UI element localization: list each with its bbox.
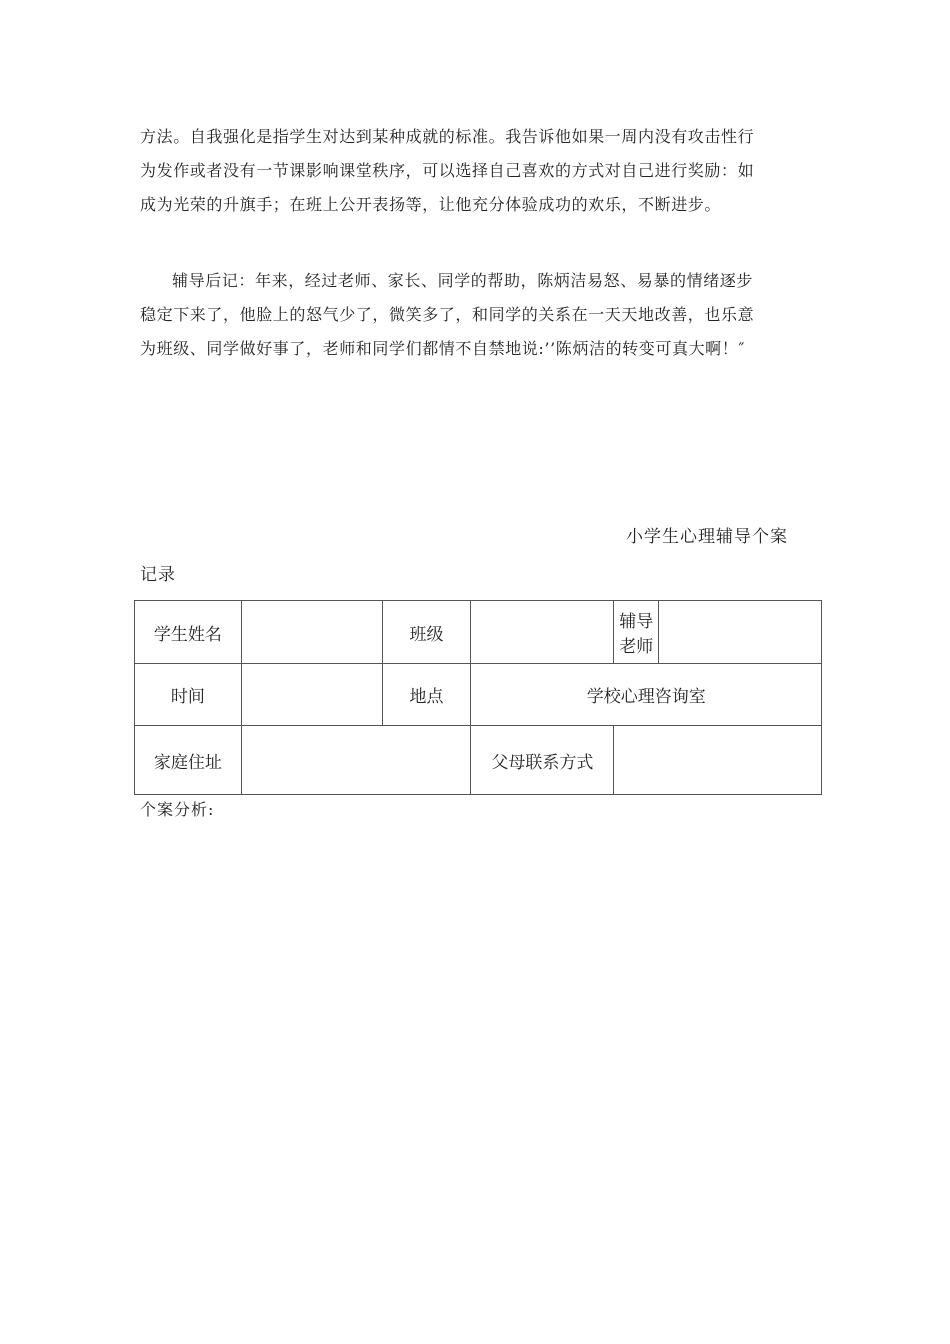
time-label: 时间 [135,664,242,726]
class-cell[interactable] [471,601,614,664]
counselor-label: 辅导老师 [614,601,659,664]
text-line: 为班级、同学做好事了，老师和同学们都情不自禁地说:’’陈炳洁的转变可真大啊！″ [140,339,745,358]
class-label: 班级 [382,601,471,664]
student-name-cell[interactable] [241,601,382,664]
time-cell[interactable] [241,664,382,726]
address-cell[interactable] [241,726,471,795]
case-record-table [134,600,822,795]
text-line: 为发作或者没有一节课影响课堂秩序，可以选择自己喜欢的方式对自己进行奖励：如 [140,161,755,180]
location-value: 学校心理咨询室 [471,664,822,726]
paragraph-postscript [140,264,820,366]
text-line: 稳定下来了，他脸上的怒气少了，微笑多了，和同学的关系在一天天地改善，也乐意 [140,305,755,324]
text-line: 辅导后记：年来，经过老师、家长、同学的帮助，陈炳洁易怒、易暴的情绪逐步 [172,271,754,290]
record-title-continuation: 记录 [140,565,176,585]
parent-contact-label: 父母联系方式 [471,726,614,795]
counselor-cell[interactable] [659,601,822,664]
record-title: 小学生心理辅导个案 [626,527,788,547]
paragraph-self-reinforcement [140,120,820,222]
text-line: 成为光荣的升旗手；在班上公开表扬等，让他充分体验成功的欢乐，不断进步。 [140,195,722,214]
case-analysis-label: 个案分析: [140,800,215,819]
location-label: 地点 [382,664,471,726]
text-line: 方法。自我强化是指学生对达到某种成就的标准。我告诉他如果一周内没有攻击性行 [140,127,755,146]
parent-contact-cell[interactable] [614,726,822,795]
student-name-label: 学生姓名 [135,601,242,664]
address-label: 家庭住址 [135,726,242,795]
